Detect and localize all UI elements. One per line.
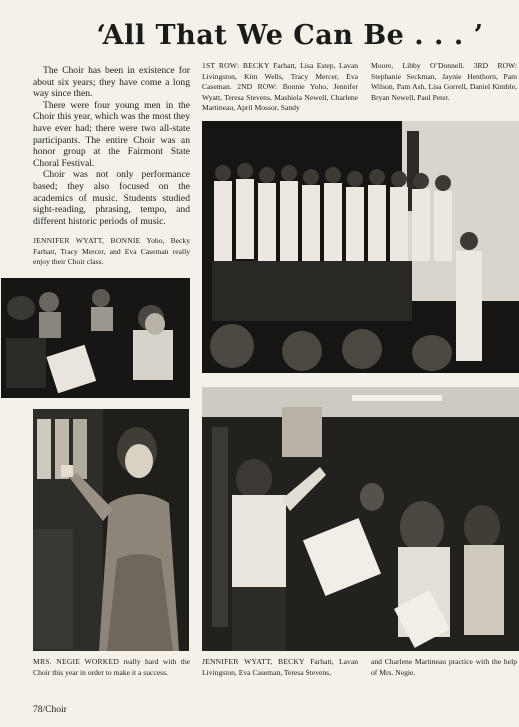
photo-choir-group-image xyxy=(202,121,519,373)
caption-body: really hard with the Choir this year in order to make it a success. xyxy=(33,657,190,677)
photo-choir-practice xyxy=(202,387,519,651)
caption-body: Yoho, Becky Farhatt, Tracy Mercer, and Eva Caseman really enjoy their Choir class. xyxy=(33,236,190,267)
caption-lead: JENNIFER WYATT, BONNIE xyxy=(33,236,141,245)
caption-body: Farhatt, Lisa Estep, Lavan Livingston, Kim Wells, Tracy Mercer, Eva Caseman. 2ND ROW: Bonnie Yoho, Jennifer Wyatt, Teresa Stevens, Mashiela Newell, Charlene Martineau, April Mossor, Sandy xyxy=(202,61,358,113)
caption-body: Moore, Libby O’Donnell. 3RD ROW: Stephanie Seckman, Jaynie Henthorn, Pam Wilson, Pam Ash, Lisa Gorrell, Daniel Kimble, Bryan Newell, Paul Peter. xyxy=(371,61,517,102)
caption-mrs-negie xyxy=(33,657,190,678)
caption-small-photo xyxy=(33,236,190,268)
photo-mrs-negie xyxy=(33,409,189,651)
caption-practice-col1 xyxy=(202,657,358,678)
caption-group-col2 xyxy=(371,61,517,103)
page-title: ‘All That We Can Be . . . ’ xyxy=(96,20,484,51)
caption-lead: JENNIFER WYATT, BECKY xyxy=(202,657,305,666)
caption-body: and Charlene Martineau practice with the help of Mrs. Negie. xyxy=(371,657,517,677)
intro-text xyxy=(33,65,190,227)
intro-paragraph: The Choir has been in existence for about six years; they have come a long way since then. xyxy=(33,65,190,100)
intro-paragraph: Choir was not only performance based; they also focused on the academics of music. Students studied sight-reading, phrasing, tempo, and different historic periods of music. xyxy=(33,169,190,227)
photo-students-singing xyxy=(1,278,190,398)
photo-choir-group xyxy=(202,121,519,373)
page-folio: 78/Choir xyxy=(33,705,67,715)
caption-body: Farhatt, Lavan Livingston, Eva Caseman, Teresa Stevens, xyxy=(202,657,358,677)
photo-mrs-negie-image xyxy=(33,409,189,651)
caption-lead: 1ST ROW: BECKY xyxy=(202,61,270,70)
intro-paragraph: There were four young men in the Choir this year, which was the most they have ever had; there were two all-state participants. The entire Choir was an honor group at the Fairmont State Choral Festival. xyxy=(33,99,190,169)
caption-group-col1 xyxy=(202,61,358,114)
caption-lead: MRS. NEGIE WORKED xyxy=(33,657,120,666)
photo-students-singing-image xyxy=(1,278,190,398)
caption-practice-col2 xyxy=(371,657,517,678)
photo-choir-practice-image xyxy=(202,387,519,651)
